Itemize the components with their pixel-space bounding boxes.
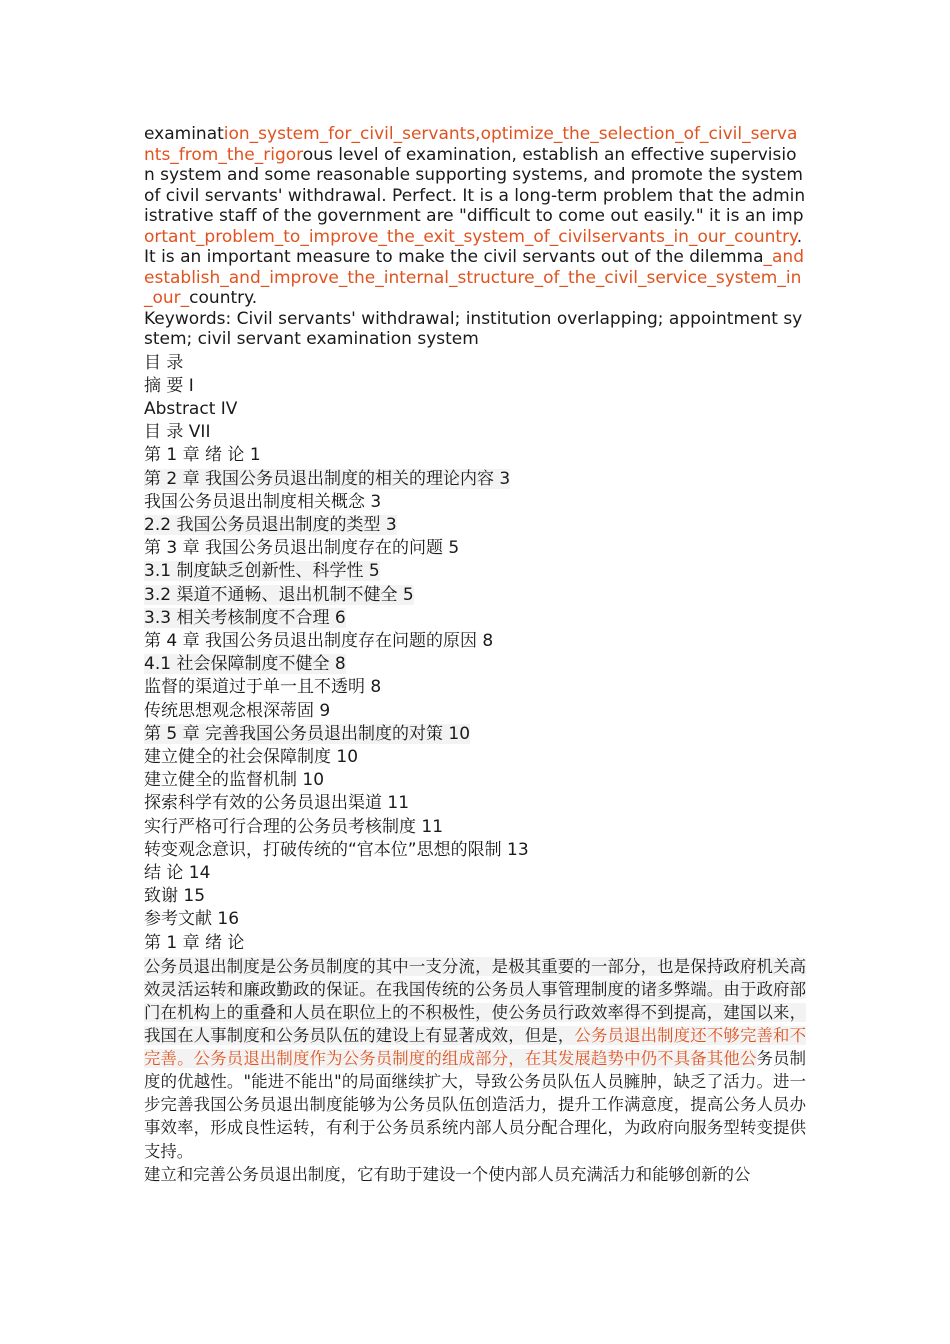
highlighted-text-4: 公务员退出制度还不够完善和不完善。公务员退出制度作为公务员制度的组成部分，在其发展趋势中仍不具备其他公 [144, 1026, 806, 1069]
toc-item[interactable]: 第 3 章 我国公务员退出制度存在的问题 5 [144, 538, 460, 559]
abstract-text-mid-1: ous level of examination, establish an effective supervision system and some reasonable supporting systems, and promote the system of civil servants' withdrawal. Perfect. It is a long-term problem that the administrative staff of the government are "difficult to come out easily." it is an imp [144, 144, 806, 226]
document-page [144, 124, 806, 1186]
toc-item[interactable]: 我国公务员退出制度相关概念 3 [144, 491, 382, 512]
highlighted-text-1: ion_system_for_civil_servants,optimize_the_selection_of_civil_servants_from_the_rigor [144, 124, 798, 165]
toc-item[interactable]: 3.1 制度缺乏创新性、科学性 5 [144, 561, 380, 582]
toc-item[interactable]: 结 论 14 [144, 862, 211, 883]
abstract-english-paragraph [144, 124, 806, 309]
toc-item[interactable]: 致谢 15 [144, 886, 206, 907]
toc-item[interactable]: 第 4 章 我国公务员退出制度存在问题的原因 8 [144, 630, 494, 651]
toc-item[interactable]: 第 1 章 绪 论 1 [144, 445, 261, 466]
abstract-text-end: country. [189, 288, 258, 308]
toc-item[interactable]: 3.3 相关考核制度不合理 6 [144, 607, 346, 628]
paragraph-text-continued: 务员制度的优越性。"能进不能出"的局面继续扩大，导致公务员队伍人员臃肿，缺乏了活力。进一步完善我国公务员退出制度能够为公务员队伍创造活力，提升工作满意度，提高公务人员办事效率，形成良性运转，有利于公务员系统内部人员分配合理化，为政府向服务型转变提供支持。 [144, 1049, 806, 1161]
toc-item[interactable]: 摘 要 I [144, 375, 194, 396]
toc-item[interactable]: 目 录 VII [144, 422, 211, 443]
toc-item[interactable]: 监督的渠道过于单一且不透明 8 [144, 677, 382, 698]
toc-item[interactable]: 第 5 章 完善我国公务员退出制度的对策 10 [144, 723, 471, 744]
chapter-paragraph-1 [144, 955, 806, 1163]
keywords-line: Keywords: Civil servants' withdrawal; institution overlapping; appointment system; civil servant examination system [144, 308, 803, 349]
paragraph-text: 公务员退出制度是公务员制度的其中一支分流，是极其重要的一部分，也是保持政府机关高效灵活运转和廉政勤政的保证。在我国传统的公务员人事管理制度的诸多弊端。由于政府部门在机构上的重叠和人员在职位上的不积极性，使公务员行政效率得不到提高，建国以来，我国在人事制度和公务员队伍的建设上有显著成效，但是， [144, 956, 806, 1046]
toc-item[interactable]: 实行严格可行合理的公务员考核制度 11 [144, 816, 444, 837]
toc-item[interactable]: 第 2 章 我国公务员退出制度的相关的理论内容 3 [144, 468, 511, 489]
chapter-paragraph-2: 建立和完善公务员退出制度，它有助于建设一个使内部人员充满活力和能够创新的公 [144, 1164, 751, 1184]
toc-item[interactable]: 传统思想观念根深蒂固 9 [144, 700, 331, 721]
toc-item[interactable]: 建立健全的监督机制 10 [144, 770, 325, 791]
highlighted-text-2: ortant_problem_to_improve_the_exit_system_of_civilservants_in_our_country [144, 226, 797, 247]
highlighted-text-3: _andestablish_and_improve_the_internal_structure_of_the_civil_service_system_in_our_ [144, 247, 804, 308]
chapter-heading: 第 1 章 绪 论 [144, 932, 245, 953]
toc-item[interactable]: 3.2 渠道不通畅、退出机制不健全 5 [144, 584, 414, 605]
abstract-text-mid-2: . It is an important measure to make the civil servants out of the dilemma [144, 226, 803, 267]
toc-item[interactable]: 4.1 社会保障制度不健全 8 [144, 654, 346, 675]
toc-item[interactable]: 转变观念意识，打破传统的“官本位”思想的限制 13 [144, 839, 529, 860]
table-of-contents [144, 352, 806, 932]
abstract-text-start: examinat [144, 124, 224, 144]
toc-title: 目 录 [144, 352, 184, 373]
toc-item[interactable]: 参考文献 16 [144, 909, 240, 930]
toc-item[interactable]: Abstract IV [144, 398, 238, 419]
toc-item[interactable]: 2.2 我国公务员退出制度的类型 3 [144, 514, 397, 535]
toc-item[interactable]: 探索科学有效的公务员退出渠道 11 [144, 793, 410, 814]
toc-item[interactable]: 建立健全的社会保障制度 10 [144, 746, 359, 767]
